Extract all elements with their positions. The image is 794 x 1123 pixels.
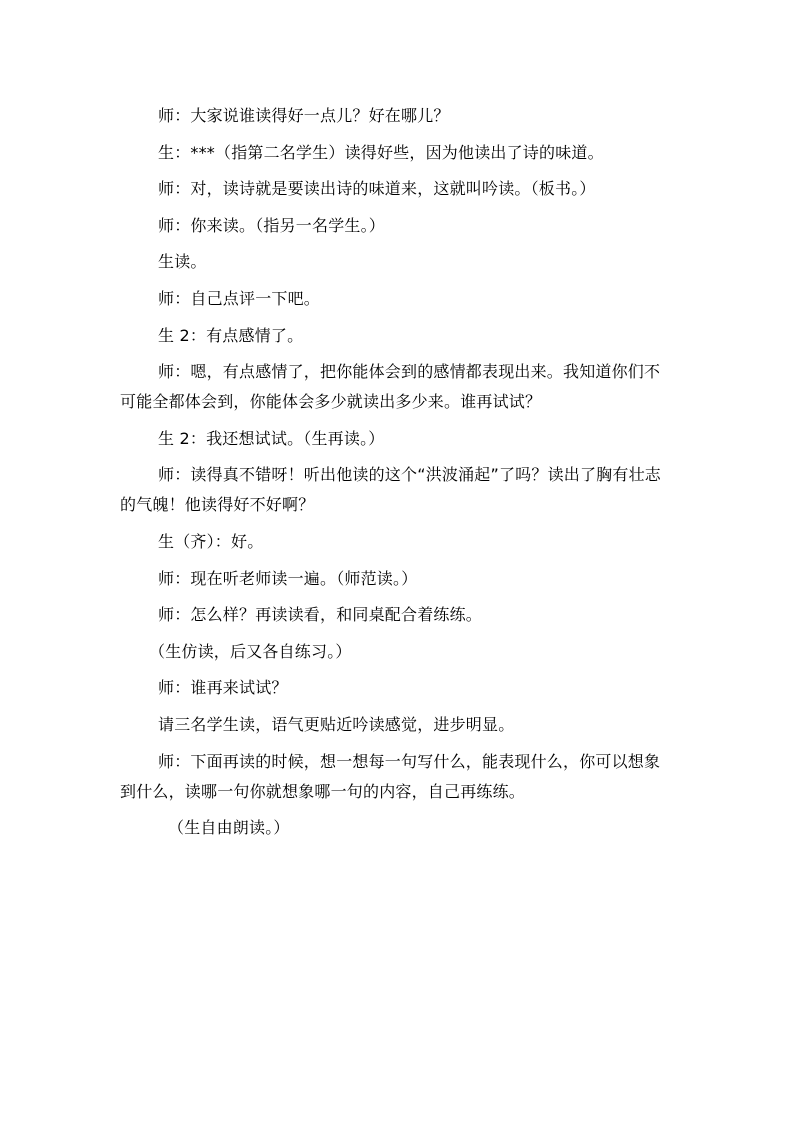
paragraph-1: 师：大家说谁读得好一点儿？好在哪儿？ bbox=[158, 106, 450, 125]
paragraph-6: 师：自己点评一下吧。 bbox=[158, 288, 321, 308]
paragraph-13: 师：怎么样？再读读看，和同桌配合着练练。 bbox=[158, 605, 483, 625]
paragraph-18: （生自由朗读。） bbox=[168, 818, 290, 838]
paragraph-4: 师：你来读。（指另一名学生。） bbox=[158, 215, 386, 235]
document-body bbox=[120, 101, 675, 850]
paragraph-7: 生 2：有点感情了。 bbox=[158, 325, 304, 345]
paragraph-17: 师：下面再读的时候，想一想每一句写什么，能表现什么，你可以想象到什么，读哪一句你就想象哪一句的内容，自己再练练。 bbox=[120, 751, 661, 801]
paragraph-5: 生读。 bbox=[158, 252, 207, 272]
paragraph-12: 师：现在听老师读一遍。（师范读。） bbox=[158, 568, 418, 588]
paragraph-15: 师：谁再来试试？ bbox=[158, 678, 288, 698]
paragraph-10: 师：读得真不错呀！听出他读的这个“洪波涌起”了吗？读出了胸有壮志的气魄！他读得好不好啊？ bbox=[120, 465, 661, 515]
paragraph-9: 生 2：我还想试试。（生再读。） bbox=[158, 428, 385, 448]
paragraph-16: 请三名学生读，语气更贴近吟读感觉，进步明显。 bbox=[158, 714, 515, 734]
paragraph-2: 生：***（指第二名学生）读得好些，因为他读出了诗的味道。 bbox=[158, 142, 604, 162]
paragraph-14: （生仿读，后又各自练习。） bbox=[149, 641, 352, 661]
paragraph-11: 生（齐）：好。 bbox=[158, 531, 264, 551]
paragraph-3: 师：对，读诗就是要读出诗的味道来，这就叫吟读。（板书。） bbox=[158, 179, 596, 199]
paragraph-8: 师：嗯，有点感情了，把你能体会到的感情都表现出来。我知道你们不可能全都体会到，你能体会多少就读出多少来。谁再试试？ bbox=[120, 362, 661, 412]
